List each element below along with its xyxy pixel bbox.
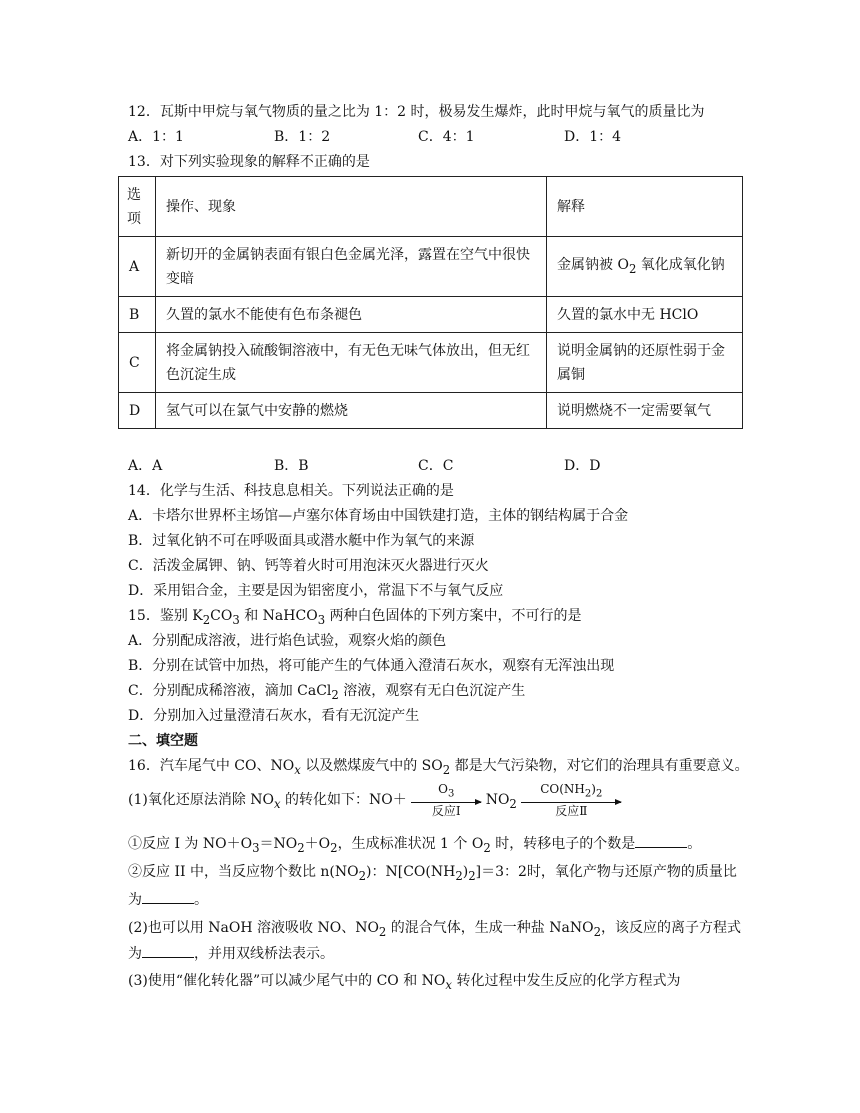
q12-option-c: C．4：1 bbox=[418, 129, 475, 145]
q16-part3: (3)使用“催化转化器”可以减少尾气中的 CO 和 $NO_x$ 转化过程中发生反应的化学方程式为 bbox=[128, 973, 681, 992]
q13-option-a: A．A bbox=[128, 458, 163, 474]
q16-part2: (2)也可以用 NaOH 溶液吸收 NO、$NO_2$ 的混合气体，生成一种盐 NaNO$_2$，该反应的离子方程式 bbox=[128, 920, 741, 939]
q13-option-c: C．C bbox=[418, 458, 454, 474]
q15-stem: 15．鉴别 $K_2CO_3$ 和 NaHCO$_3$ 两种白色固体的下列方案中，不可行的是 bbox=[128, 608, 582, 627]
q13-option-d: D．D bbox=[564, 458, 601, 474]
q13-row bbox=[119, 393, 743, 429]
q13-row bbox=[119, 237, 743, 297]
q13-row-explanation: 说明金属钠的还原性弱于金属铜 bbox=[547, 333, 743, 393]
q13-stem: 13．对下列实验现象的解释不正确的是 bbox=[128, 154, 370, 170]
q15-option-a: A．分别配成溶液，进行焰色试验，观察火焰的颜色 bbox=[128, 633, 447, 649]
q13-row-explanation: 说明燃烧不一定需要氧气 bbox=[547, 393, 743, 429]
q16-reaction2: ②反应 II 中，当反应物个数比 $n(NO_2)$：$N[CO(NH_2)_2]=3$：2时，氧化产物与还原产物的质量比 bbox=[128, 864, 737, 883]
q15-option-d: D．分别加入过量澄清石灰水，看有无沉淀产生 bbox=[128, 708, 420, 724]
q13-row-option: C bbox=[119, 333, 156, 393]
q16-part2-cont: 为 ，并用双线桥法表示。 bbox=[128, 946, 334, 962]
q16-reaction2-cont: 为 。 bbox=[128, 892, 208, 908]
q13-row-operation: 将金属钠投入硫酸铜溶液中，有无色无味气体放出，但无红色沉淀生成 bbox=[156, 333, 547, 393]
q13-row-operation: 久置的氯水不能使有色布条褪色 bbox=[156, 297, 547, 333]
q13-header-explanation: 解释 bbox=[547, 177, 743, 237]
q13-row-explanation: 金属钠被 $O_2$ 氧化成氧化钠 bbox=[547, 237, 743, 297]
q14-option-c: C．活泼金属钾、钠、钙等着火时可用泡沫灭火器进行灭火 bbox=[128, 558, 489, 574]
q13-table bbox=[118, 176, 743, 429]
q14-stem: 14．化学与生活、科技息息相关。下列说法正确的是 bbox=[128, 483, 454, 499]
q16-reaction1: ①反应 I 为 $NO+O_3=NO_2+O_2$，生成标准状况 1 个 $O_2$ 时，转移电子的个数是 。 bbox=[128, 836, 702, 855]
reaction-arrow-2: $CO(NH_2)_2$ 反应Ⅱ bbox=[521, 782, 621, 818]
q13-option-b: B．B bbox=[274, 458, 309, 474]
q15-option-b: B．分别在试管中加热，将可能产生的气体通入澄清石灰水，观察有无浑浊出现 bbox=[128, 658, 615, 674]
answer-blank[interactable] bbox=[142, 891, 194, 904]
q14-option-d: D．采用铝合金，主要是因为铝密度小，常温下不与氧气反应 bbox=[128, 583, 504, 599]
q13-row bbox=[119, 333, 743, 393]
q13-row-option: D bbox=[119, 393, 156, 429]
q13-row-operation: 新切开的金属钠表面有银白色金属光泽，露置在空气中很快变暗 bbox=[156, 237, 547, 297]
q13-row-explanation: 久置的氯水中无 HClO bbox=[547, 297, 743, 333]
answer-blank[interactable] bbox=[142, 945, 194, 958]
q13-row-option: A bbox=[119, 237, 156, 297]
q14-option-b: B．过氧化钠不可在呼吸面具或潜水艇中作为氧气的来源 bbox=[128, 533, 475, 549]
q12-option-a: A．1：1 bbox=[128, 129, 184, 145]
q13-row-operation: 氢气可以在氯气中安静的燃烧 bbox=[156, 393, 547, 429]
q13-header-operation: 操作、现象 bbox=[156, 177, 547, 237]
q16-part1: (1)氧化还原法消除 $NO_x$ 的转化如下：NO＋ $O_3$ 反应Ⅰ $NO_2$ $CO(NH_2)_2$ 反应Ⅱ bbox=[128, 782, 621, 822]
q13-row bbox=[119, 297, 743, 333]
q12-option-b: B．1：2 bbox=[274, 129, 331, 145]
q12-stem: 12．瓦斯中甲烷与氧气物质的量之比为 1：2 时，极易发生爆炸，此时甲烷与氧气的质量比为 bbox=[128, 104, 705, 120]
q13-row-option: B bbox=[119, 297, 156, 333]
q14-option-a: A．卡塔尔世界杯主场馆—卢塞尔体育场由中国铁建打造，主体的钢结构属于合金 bbox=[128, 508, 629, 524]
reaction-arrow-1: $O_3$ 反应Ⅰ bbox=[411, 782, 481, 818]
q13-header-option: 选项 bbox=[119, 177, 156, 237]
q16-stem: 16．汽车尾气中 CO、$NO_x$ 以及燃煤废气中的 $SO_2$ 都是大气污染物，对它们的治理具有重要意义。 bbox=[128, 758, 749, 777]
q12-option-d: D．1：4 bbox=[564, 129, 622, 145]
q15-option-c: C．分别配成稀溶液，滴加 CaCl$_2$ 溶液，观察有无白色沉淀产生 bbox=[128, 683, 526, 702]
section-heading: 二、填空题 bbox=[128, 733, 198, 749]
answer-blank[interactable] bbox=[635, 835, 687, 848]
